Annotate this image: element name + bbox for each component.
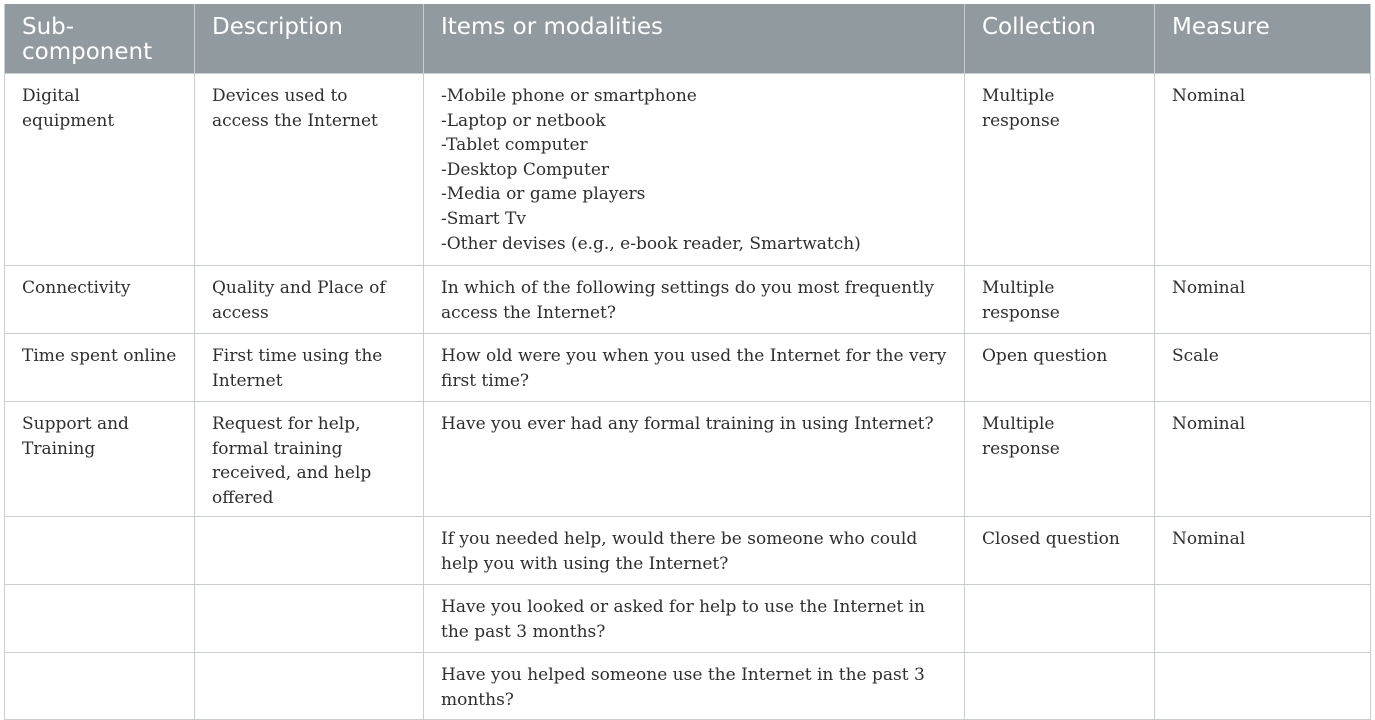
cell-collection: [965, 653, 1155, 719]
item-line: -Smart Tv: [441, 208, 526, 229]
cell-items: [424, 585, 965, 653]
item-line: -Mobile phone or smartphone: [441, 86, 697, 106]
cell-measure: Scale: [1155, 334, 1371, 402]
cell-collection: Multiple response: [965, 402, 1155, 517]
table-row: [5, 334, 1371, 402]
cell-subcomponent: Support and Training: [5, 402, 195, 517]
item-line: Have you looked or asked for help to use the Internet in the past 3 months?: [441, 597, 926, 642]
cell-description: [195, 517, 424, 585]
table-header: [5, 4, 1371, 74]
cell-subcomponent: [5, 517, 195, 585]
table-row: [5, 74, 1371, 266]
cell-measure: [1155, 585, 1371, 653]
header-measure: Measure: [1155, 4, 1371, 74]
item-line: -Other devises (e.g., e-book reader, Smartwatch): [441, 233, 861, 254]
item-line: -Tablet computer: [441, 135, 588, 156]
cell-description: First time using the Internet: [195, 334, 424, 402]
table-row: [5, 402, 1371, 517]
table-row: [5, 266, 1371, 334]
cell-subcomponent: Digital equipment: [5, 74, 195, 266]
header-collection: Collection: [965, 4, 1155, 74]
cell-measure: Nominal: [1155, 517, 1371, 585]
cell-collection: [965, 585, 1155, 653]
cell-description: Devices used to access the Internet: [195, 74, 424, 266]
data-table: [4, 4, 1371, 720]
table-row: [5, 517, 1371, 585]
cell-collection: Multiple response: [965, 266, 1155, 334]
header-description: Description: [195, 4, 424, 74]
cell-items: [424, 517, 965, 585]
item-line: -Desktop Computer: [441, 159, 610, 180]
header-items: Items or modalities: [424, 4, 965, 74]
cell-collection: Open question: [965, 334, 1155, 402]
cell-measure: Nominal: [1155, 74, 1371, 266]
cell-collection: Closed question: [965, 517, 1155, 585]
cell-subcomponent: Time spent online: [5, 334, 195, 402]
cell-subcomponent: [5, 653, 195, 719]
header-subcomponent: Sub-component: [5, 4, 195, 74]
header-row: [5, 4, 1371, 74]
cell-description: Quality and Place of access: [195, 266, 424, 334]
item-line: -Laptop or netbook: [441, 110, 606, 131]
cell-measure: Nominal: [1155, 402, 1371, 517]
table-row: [5, 653, 1371, 719]
cell-items: [424, 334, 965, 402]
item-line: In which of the following settings do you most frequently access the Internet?: [441, 278, 934, 323]
cell-description: Request for help, formal training received, and help offered: [195, 402, 424, 517]
item-line: Have you ever had any formal training in using Internet?: [441, 414, 934, 434]
item-line: How old were you when you used the Internet for the very first time?: [441, 346, 947, 391]
cell-collection: Multiple response: [965, 74, 1155, 266]
data-table-container: [4, 4, 1370, 720]
item-line: -Media or game players: [441, 184, 646, 205]
cell-description: [195, 585, 424, 653]
cell-subcomponent: Connectivity: [5, 266, 195, 334]
cell-items: [424, 266, 965, 334]
item-line: Have you helped someone use the Internet in the past 3 months?: [441, 665, 925, 710]
cell-measure: Nominal: [1155, 266, 1371, 334]
cell-items: [424, 74, 965, 266]
cell-measure: [1155, 653, 1371, 719]
table-row: [5, 585, 1371, 653]
cell-description: [195, 653, 424, 719]
table-body: [5, 74, 1371, 720]
item-line: If you needed help, would there be someone who could help you with using the Internet?: [441, 529, 918, 574]
cell-subcomponent: [5, 585, 195, 653]
cell-items: [424, 402, 965, 517]
cell-items: [424, 653, 965, 719]
